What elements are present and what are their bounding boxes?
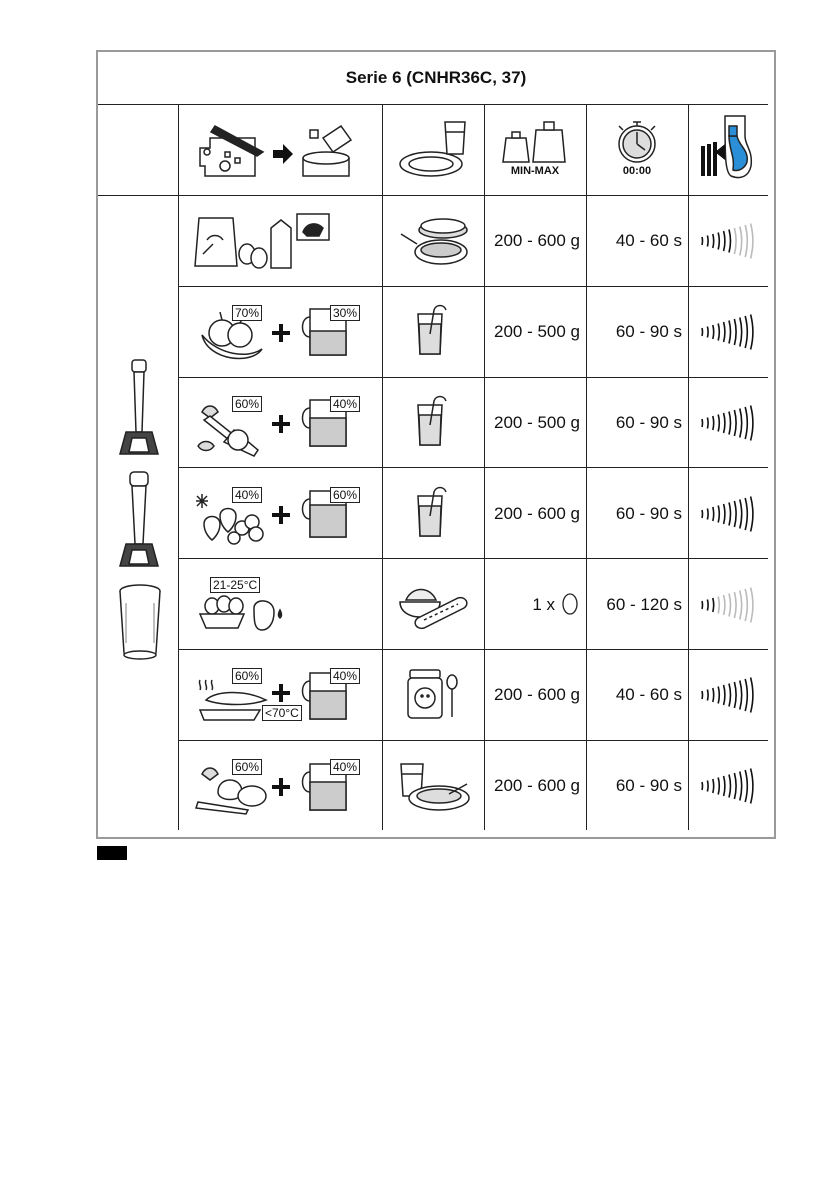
smoothie-glass-icon [414,304,454,356]
speed-bar [702,419,703,427]
speed-bar [745,225,747,257]
speed-bar [740,500,742,529]
speed-bar [729,775,731,798]
speed-bar [713,779,714,793]
percentage-label: 40% [330,396,360,412]
speed-bar [751,678,753,713]
time-value: 60 - 90 s [615,322,682,341]
blender-foot-icon [118,470,160,574]
divider [484,104,485,830]
plus-icon [272,415,290,433]
speed-bar [718,233,719,250]
divider [382,104,383,830]
speed-bar [734,682,736,708]
mayonnaise-hotdog-icon [396,578,474,638]
egg-icon [562,593,578,615]
speed-bar [751,406,753,441]
time-value: 40 - 60 s [615,685,682,704]
divider [178,377,768,378]
time-value: 40 - 60 s [615,231,682,250]
time-value: 60 - 90 s [615,413,682,432]
speed-bar [740,772,742,801]
weight-value: 200 - 500 g [493,413,580,432]
speed-bar [734,319,736,345]
speed-bar [745,770,747,802]
divider [98,195,768,196]
speed-bar [729,503,731,526]
speed-bar [724,231,725,251]
speed-indicator [700,765,760,807]
divider [688,104,689,830]
speed-bar [707,236,708,247]
speed-bar [745,316,747,348]
speed-bar [751,588,753,623]
speed-bar [724,685,725,705]
speed-bar [745,679,747,711]
weight-value: 200 - 600 g [493,685,580,704]
speed-bar [702,237,703,245]
speed-bar [734,228,736,254]
speed-bar [707,600,708,611]
speed-bar [702,328,703,336]
speed-bar [724,413,725,433]
speed-bar [718,778,719,795]
divider [178,649,768,650]
speed-bar [707,509,708,520]
weight-value: 200 - 600 g [493,231,580,250]
speed-bar [751,315,753,350]
plus-icon [272,778,290,796]
temperature-label: 21-25°C [210,577,260,593]
pancake-pan-icon [397,210,473,272]
speed-indicator [700,674,760,716]
speed-bar [707,418,708,429]
weight-value: 1 x [532,595,555,614]
smoothie-glass-icon [414,395,454,447]
speed-bar [713,507,714,521]
plus-icon [272,324,290,342]
speed-bar [740,409,742,438]
table-title: Serie 6 (CNHR36C, 37) [345,68,527,87]
blender-foot-icon [118,358,160,462]
speed-bar [707,327,708,338]
speed-bar [751,224,753,259]
timer-icon [611,118,663,164]
weight-icon [500,120,572,164]
eggs-oil-icon [196,590,290,634]
speed-bar [713,234,714,248]
divider [586,104,587,830]
plus-icon [272,506,290,524]
speed-bar [729,230,731,253]
speed-bar [740,681,742,710]
speed-bar [751,769,753,804]
speed-bar [729,684,731,707]
speed-bar [751,497,753,532]
divider [178,286,768,287]
percentage-label: 60% [232,759,262,775]
prep-icon [195,118,365,180]
beaker-icon [116,583,164,663]
speed-bar [707,690,708,701]
divider [178,104,179,830]
plate-icon [397,118,473,180]
speed-bar [745,407,747,439]
speed-bar [713,325,714,339]
speed-indicator [700,311,760,353]
flour-eggs-milk-icon [193,210,343,272]
speed-indicator [700,584,760,626]
speed-bar [734,592,736,618]
percentage-label: 60% [330,487,360,503]
baby-food-jar-icon [404,666,462,722]
speed-bar [740,591,742,620]
speed-bar [718,597,719,614]
speed-bar [702,601,703,609]
speed-bar [718,415,719,432]
divider [98,104,768,105]
speed-bar [724,776,725,796]
speed-bar [713,598,714,612]
speed-bar [724,595,725,615]
speed-bar [745,589,747,621]
percentage-label: 60% [232,668,262,684]
smoothie-glass-icon [414,486,454,538]
speed-indicator [700,402,760,444]
weight-value: 200 - 600 g [493,504,580,523]
speed-bar [713,688,714,702]
speed-indicator [700,220,760,262]
speed-button-icon [695,112,757,184]
speed-bar [718,506,719,523]
percentage-label: 70% [232,305,262,321]
speed-bar [734,410,736,436]
divider [178,467,768,468]
speed-bar [734,501,736,527]
percentage-label: 60% [232,396,262,412]
language-tab-marker [97,846,127,860]
speed-bar [740,318,742,347]
speed-bar [729,594,731,617]
speed-indicator [700,493,760,535]
percentage-label: 40% [330,668,360,684]
divider [178,740,768,741]
speed-bar [740,227,742,256]
time-value: 60 - 90 s [615,776,682,795]
speed-bar [745,498,747,530]
speed-bar [718,687,719,704]
speed-bar [729,412,731,435]
speed-bar [702,782,703,790]
speed-bar [724,322,725,342]
speed-bar [718,324,719,341]
percentage-label: 40% [330,759,360,775]
speed-bar [713,416,714,430]
speed-bar [729,321,731,344]
timer-label: 00:00 [622,165,652,177]
plus-icon [272,684,290,702]
speed-bar [734,773,736,799]
weight-range-label: MIN-MAX [510,165,560,177]
speed-bar [707,781,708,792]
soup-bowl-icon [397,760,473,818]
speed-bar [724,504,725,524]
temperature-label: <70°C [262,705,302,721]
weight-value: 200 - 600 g [493,776,580,795]
speed-bar [702,691,703,699]
time-value: 60 - 90 s [615,504,682,523]
percentage-label: 30% [330,305,360,321]
time-value: 60 - 120 s [606,595,682,614]
weight-value: 200 - 500 g [493,322,580,341]
divider [178,558,768,559]
speed-bar [702,510,703,518]
percentage-label: 40% [232,487,262,503]
